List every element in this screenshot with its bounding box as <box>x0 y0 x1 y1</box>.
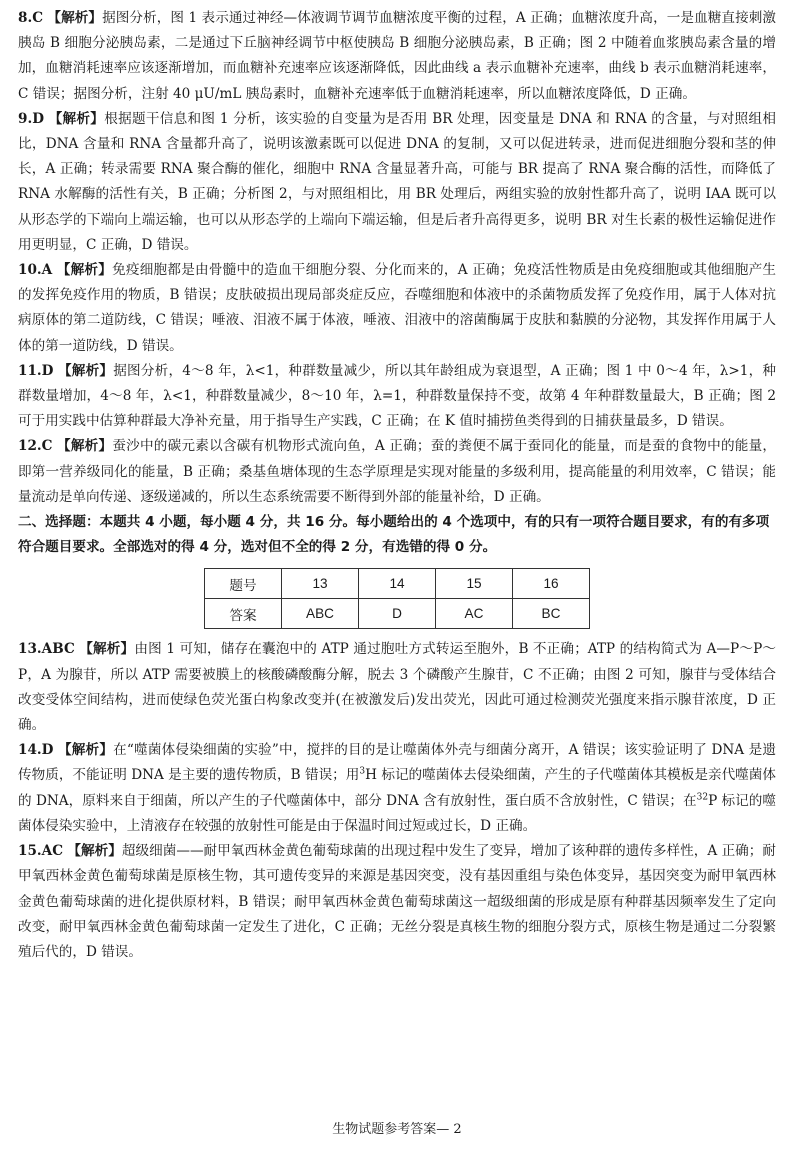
analysis-tag: 【解析】 <box>47 10 103 26</box>
table-cell: ABC <box>282 599 359 629</box>
analysis-tag: 【解析】 <box>67 843 122 860</box>
answer-q8 <box>18 6 776 107</box>
analysis-text: 超级细菌——耐甲氧西林金黄色葡萄球菌的出现过程中发生了变异，增加了该种群的遗传多样性，A 正确；耐甲氧西林金黄色葡萄球菌是原核生物，其可遗传变异的来源是基因突变，没有基因重组与染色体变异，基因突变为耐甲氧西林金黄色葡萄球菌的进化提供原材料，B 错误；耐甲氧西林金黄色葡萄球菌这一超级细菌的形成是原有种群基因频率发生了定向改变，耐甲氧西林金黄色葡萄球菌一定发生了进化，C 正确；无丝分裂是真核生物的细胞分裂方式，原核生物是通过二分裂繁殖后代的，D 错误。 <box>18 843 777 960</box>
analysis-text: 据图分析，4～8 年，λ<1，种群数量减少，所以其年龄组成为衰退型，A 正确；图 1 中 0～4 年，λ>1，种群数量增加，4～8 年，λ<1，种群数量减少，8～10 年，λ=1，种群数量保持不变，故第 4 年种群数量最大，B 正确；图 2 可于用实践中估算种群最大净补充量，用于指导生产实践，C 正确；在 K 值时捕捞鱼类得到的日捕获量最多，D 错误。 <box>18 362 777 430</box>
table-cell: D <box>359 599 436 629</box>
question-number: 12.C <box>18 438 53 455</box>
analysis-text: 蚕沙中的碳元素以含碳有机物形式流向鱼，A 正确；蚕的粪便不属于蚕同化的能量，而是蚕的食物中的能量，即第一营养级同化的能量，B 正确；桑基鱼塘体现的生态学原理是实现对能量的多级利用，提高能量的利用效率，C 错误；能量流动是单向传递、逐级递减的，所以生态系统需要不断得到外部的能量补给，D 正确。 <box>18 438 777 505</box>
table-cell: 13 <box>282 569 359 599</box>
answer-q10 <box>18 258 776 359</box>
question-number: 10.A <box>18 262 53 279</box>
isotope-superscript: 32 <box>696 792 709 803</box>
table-cell: 15 <box>436 569 513 599</box>
analysis-text: 据图分析，图 1 表示通过神经—体液调节调节血糖浓度平衡的过程，A 正确；血糖浓度升高，一是血糖直接刺激胰岛 B 细胞分泌胰岛素，二是通过下丘脑神经调节中枢使胰岛 B 细胞分泌胰岛素，B 正确；图 2 中随着血浆胰岛素含量的增加，血糖消耗速率应该逐渐增加，而血糖补充速率应该逐渐降低，因此曲线 a 表示血糖补充速率，曲线 b 表示血糖消耗速率，C 错误；据图分析，注射 40 μU/mL 胰岛素时，血糖补充速率低于血糖消耗速率，所以血糖浓度降低，D 正确。 <box>18 10 776 102</box>
question-number: 8.C <box>18 10 44 26</box>
answer-q9 <box>18 107 776 258</box>
table-cell: 题号 <box>205 569 282 599</box>
question-number: 14.D <box>18 742 54 759</box>
question-number: 15.AC <box>18 843 64 860</box>
isotope-superscript: 3 <box>359 766 366 777</box>
answer-q12 <box>18 434 776 510</box>
table-cell: BC <box>513 599 590 629</box>
table-cell: 16 <box>513 569 590 599</box>
answer-q11 <box>18 359 776 435</box>
analysis-tag: 【解析】 <box>79 641 135 658</box>
analysis-text: 由图 1 可知，储存在囊泡中的 ATP 通过胞吐方式转运至胞外，B 不正确；ATP 的结构简式为 A—P～P～P，A 为腺苷，所以 ATP 需要被膜上的核酸磷酸酶分解，脱去 3 个磷酸产生腺苷，C 不正确；由图 2 可知，腺苷与受体结合改变受体空间结构，进而使绿色荧光蛋白构象改变并(在被激发后)发出荧光，因此可通过检测荧光强度来指示腺苷浓度，D 正确。 <box>18 641 777 734</box>
table-cell: AC <box>436 599 513 629</box>
analysis-tag: 【解析】 <box>58 362 114 379</box>
question-number: 11.D <box>18 362 54 379</box>
answer-q13 <box>18 637 776 738</box>
analysis-text: P 标记的噬菌体侵染实验中，上清液存在较强的放射性可能是由于保温时间过短或过长，D 正确。 <box>18 792 777 834</box>
analysis-text: 根据题干信息和图 1 分析，该实验的自变量为是否用 BR 处理，因变量是 DNA 和 RNA 的含量，与对照组相比，DNA 含量和 RNA 含量都升高了，说明该激素既可以促进 DNA 的复制，又可以促进转录，进而促进细胞分裂和茎的伸长，A 正确；转录需要 RNA 聚合酶的催化，细胞中 RNA 含量显著升高，可能与 BR 提高了 RNA 聚合酶的活性，而降低了 RNA 水解酶的活性有关，B 正确；分析图 2，与对照组相比，用 BR 处理后，两组实验的放射性都升高了，说明 IAA 既可以从形态学的下端向上端运输，也可以从形态学的上端向下端运输，但是后者升高得更多，说明 BR 对生长素的极性运输促进作用更明显，C 正确，D 错误。 <box>18 110 777 253</box>
analysis-text: 在“噬菌体侵染细菌的实验”中，搅拌的目的是让噬菌体外壳与细菌分离开，A 错误；该实验证明了 DNA 是遗传物质，不能证明 DNA 是主要的遗传物质，B 错误；用 <box>18 742 776 784</box>
analysis-tag: 【解析】 <box>56 262 113 279</box>
analysis-text: H 标记的噬菌体去侵染细菌，产生的子代噬菌体其模板是亲代噬菌体的 DNA，原料来自于细菌，所以产生的子代噬菌体中，部分 DNA 含有放射性，蛋白质不含放射性，C 错误；在 <box>18 767 776 809</box>
table-cell: 14 <box>359 569 436 599</box>
question-number: 9.D <box>18 110 44 127</box>
analysis-tag: 【解析】 <box>57 438 113 455</box>
analysis-tag: 【解析】 <box>48 110 105 127</box>
answer-page <box>18 6 776 965</box>
table-row <box>205 569 590 599</box>
section-heading: 二、选择题：本题共 4 小题，每小题 4 分，共 16 分。每小题给出的 4 个选项中，有的只有一项符合题目要求，有的有多项符合题目要求。全部选对的得 4 分，选对但不全的得 2 分，有选错的得 0 分。 <box>18 514 770 556</box>
answer-table <box>204 568 590 629</box>
analysis-tag: 【解析】 <box>57 742 114 759</box>
table-cell: 答案 <box>205 599 282 629</box>
question-number: 13.ABC <box>18 641 75 658</box>
answer-q14 <box>18 738 776 839</box>
analysis-text: 免疫细胞都是由骨髓中的造血干细胞分裂、分化而来的，A 正确；免疫活性物质是由免疫细胞或其他细胞产生的发挥免疫作用的物质，B 错误；皮肤破损出现局部炎症反应，吞噬细胞和体液中的杀菌物质发挥了免疫作用，属于人体对抗病原体的第二道防线，C 错误；唾液、泪液不属于体液，唾液、泪液中的溶菌酶属于皮肤和黏膜的分泌物，其发挥作用属于人体的第一道防线，D 错误。 <box>18 262 777 354</box>
answer-q15 <box>18 839 776 965</box>
page-footer: 生物试题参考答案— 2 <box>332 1122 462 1137</box>
table-row <box>205 599 590 629</box>
